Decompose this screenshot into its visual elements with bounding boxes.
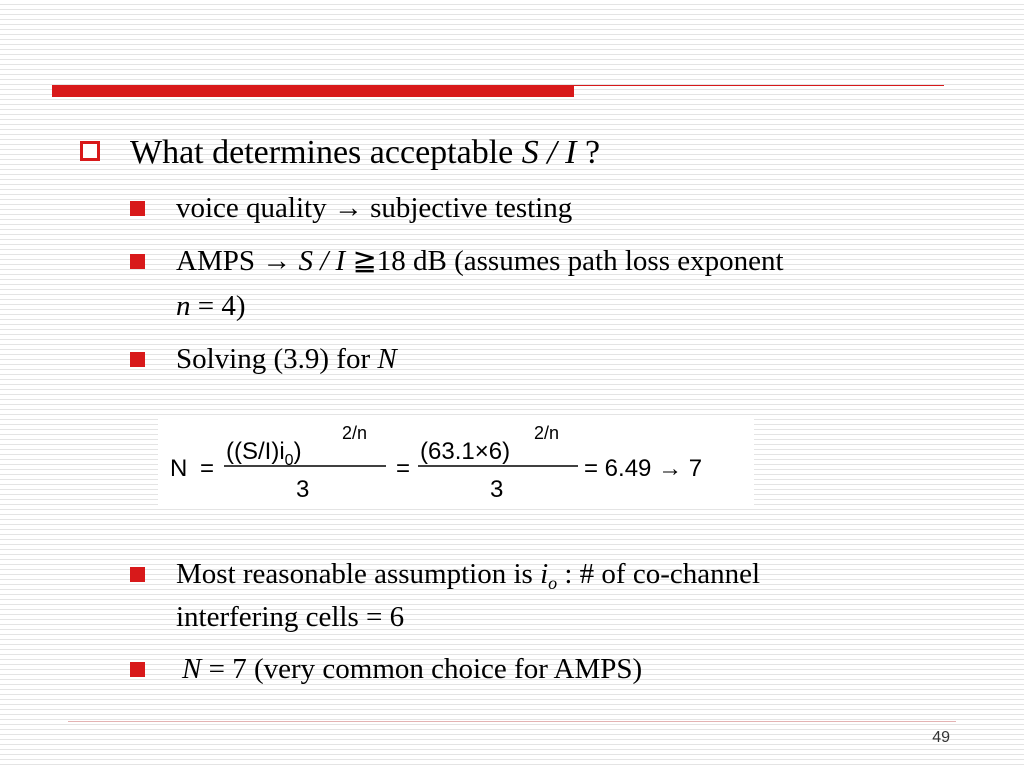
formula-frac1-num-close: ) [293,438,302,465]
formula-frac2-numerator: (63.1×6) [420,438,511,465]
formula-frac1-numerator [226,438,302,469]
formula-exponent-2: 2/n [534,423,560,443]
hollow-square-bullet-icon [80,141,100,161]
assumption-text-after: : # of co-channel [557,558,761,590]
n-text-after: = 7 (very common choice for AMPS) [201,653,643,685]
sub-bullet-text [176,243,784,280]
sub-bullet-text [176,556,760,593]
formula-image [158,419,754,509]
main-bullet-text-before: What determines acceptable [130,134,522,171]
sub-bullet-text [182,651,642,688]
sub-bullet-text: voice quality → subjective testing [176,192,573,224]
formula-frac1-num-sub: 0 [284,452,294,469]
main-bullet-text-after: ? [576,134,601,171]
main-bullet-math: S / I [521,134,577,171]
formula-frac2-denominator: 3 [490,476,504,503]
main-bullet-text [130,131,600,175]
assumption-var-i: i [540,558,549,590]
solving-text: Solving (3.9) for [176,343,378,375]
n-var: N [182,653,202,685]
assumption-line2: interfering cells = 6 [176,601,405,633]
formula-exponent-1: 2/n [342,423,368,443]
amps-var-n: n [176,290,191,322]
sub-bullet-text [176,341,397,378]
title-rule-thick [52,85,574,97]
filled-square-bullet-icon [130,254,145,269]
filled-square-bullet-icon [130,201,145,216]
filled-square-bullet-icon [130,352,145,367]
assumption-text-before: Most reasonable assumption is [176,558,541,590]
formula-eq2: = [396,455,411,482]
formula-frac1-num-text: ((S/I)i [226,438,285,465]
formula-result: = 6.49 → 7 [584,455,703,482]
filled-square-bullet-icon [130,662,145,677]
footer-rule [68,721,956,722]
page-number: 49 [932,729,950,746]
filled-square-bullet-icon [130,567,145,582]
amps-text-part1: AMPS → [176,245,299,277]
amps-math: S / I [298,245,346,277]
sub-bullet-text-line2 [176,288,246,325]
assumption-var-sub: o [548,573,558,593]
title-rule-thin [574,85,944,86]
formula-eq: = [200,455,215,482]
formula-svg [158,419,754,509]
formula-frac1-denominator: 3 [296,476,310,503]
amps-text-part2: ≧18 dB (assumes path loss exponent [345,245,784,277]
formula-lhs: N [170,455,188,482]
amps-line2-rest: = 4) [190,290,246,322]
solving-math: N [377,343,397,375]
